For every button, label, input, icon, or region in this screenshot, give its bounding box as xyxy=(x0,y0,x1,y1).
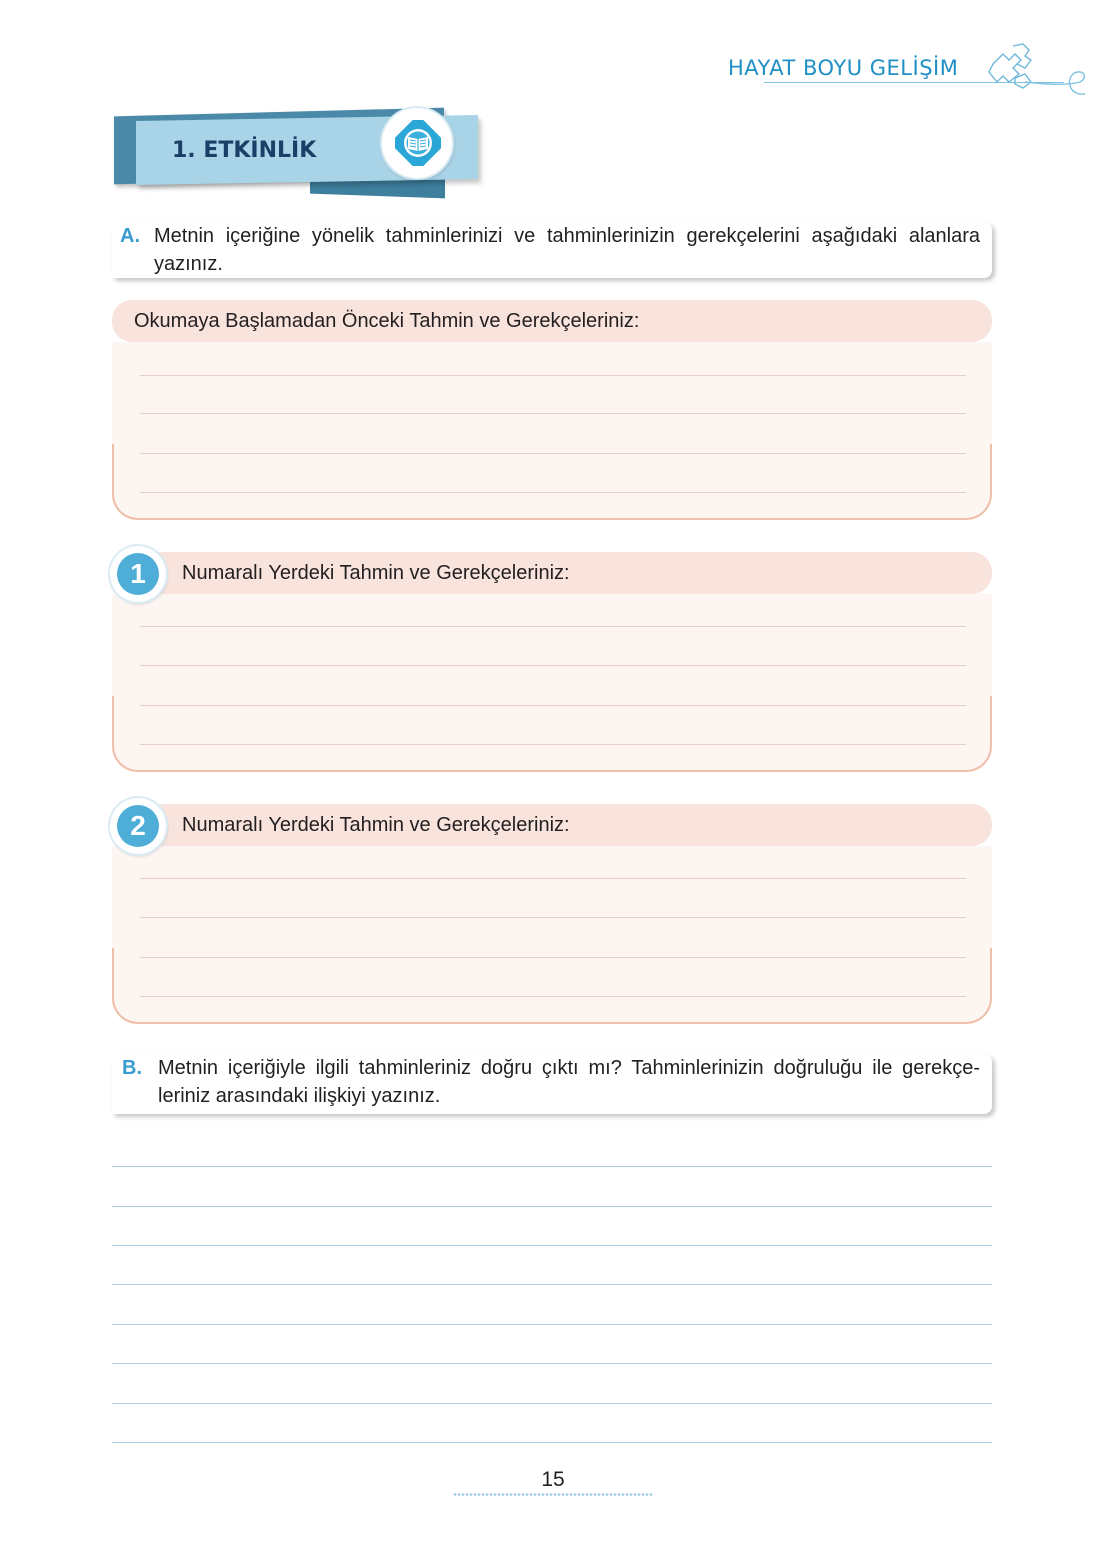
writing-line[interactable] xyxy=(140,492,966,493)
panel-frame xyxy=(112,444,992,520)
writing-line[interactable] xyxy=(112,1166,992,1167)
number-badge xyxy=(110,546,166,602)
instruction-a-letter: A. xyxy=(120,225,140,247)
writing-line[interactable] xyxy=(140,413,966,414)
writing-panel-before-reading xyxy=(112,300,992,522)
writing-line[interactable] xyxy=(140,705,966,706)
instruction-a xyxy=(112,222,992,278)
instruction-a-text: Metnin içeriğine yönelik tahminlerinizi ve tahminlerinizin gerekçelerini aşağıdaki alanlara yazınız. xyxy=(154,225,980,275)
writing-line[interactable] xyxy=(112,1206,992,1207)
writing-line[interactable] xyxy=(112,1403,992,1404)
number-badge-value: 2 xyxy=(117,805,159,847)
number-badge-value: 1 xyxy=(117,553,159,595)
writing-line[interactable] xyxy=(140,665,966,666)
writing-line[interactable] xyxy=(140,957,966,958)
writing-line[interactable] xyxy=(140,996,966,997)
writing-line[interactable] xyxy=(112,1363,992,1364)
writing-line[interactable] xyxy=(140,453,966,454)
book-icon xyxy=(395,120,441,166)
panel-heading: Numaralı Yerdeki Tahmin ve Gerekçeleriniz: xyxy=(182,814,570,836)
panel-heading: Numaralı Yerdeki Tahmin ve Gerekçeleriniz: xyxy=(182,562,570,584)
writing-line[interactable] xyxy=(140,375,966,376)
instruction-b-text: Metnin içeriğiyle ilgili tahminleriniz doğru çıktı mı? Tahminlerinizin doğruluğu ile gerekçe-leriniz arasındaki ilişkiyi yazınız. xyxy=(158,1057,980,1107)
writing-panel-2 xyxy=(112,804,992,1026)
writing-line[interactable] xyxy=(140,917,966,918)
writing-line[interactable] xyxy=(112,1442,992,1443)
page-number-dots xyxy=(453,1492,653,1497)
instruction-b xyxy=(112,1054,992,1114)
writing-line[interactable] xyxy=(140,878,966,879)
instruction-b-letter: B. xyxy=(122,1057,142,1079)
panel-frame xyxy=(112,948,992,1024)
writing-line[interactable] xyxy=(140,744,966,745)
panel-heading: Okumaya Başlamadan Önceki Tahmin ve Gerekçeleriniz: xyxy=(134,310,640,332)
writing-line[interactable] xyxy=(140,626,966,627)
activity-banner xyxy=(110,108,490,203)
activity-title: 1. ETKİNLİK xyxy=(172,138,317,163)
number-badge xyxy=(110,798,166,854)
running-head: HAYAT BOYU GELİŞİM xyxy=(728,56,959,80)
page-number: 15 xyxy=(541,1468,565,1491)
puzzle-icon xyxy=(985,42,1095,102)
writing-line[interactable] xyxy=(112,1245,992,1246)
writing-panel-1 xyxy=(112,552,992,774)
panel-frame xyxy=(112,696,992,772)
writing-line[interactable] xyxy=(112,1284,992,1285)
writing-line[interactable] xyxy=(112,1324,992,1325)
